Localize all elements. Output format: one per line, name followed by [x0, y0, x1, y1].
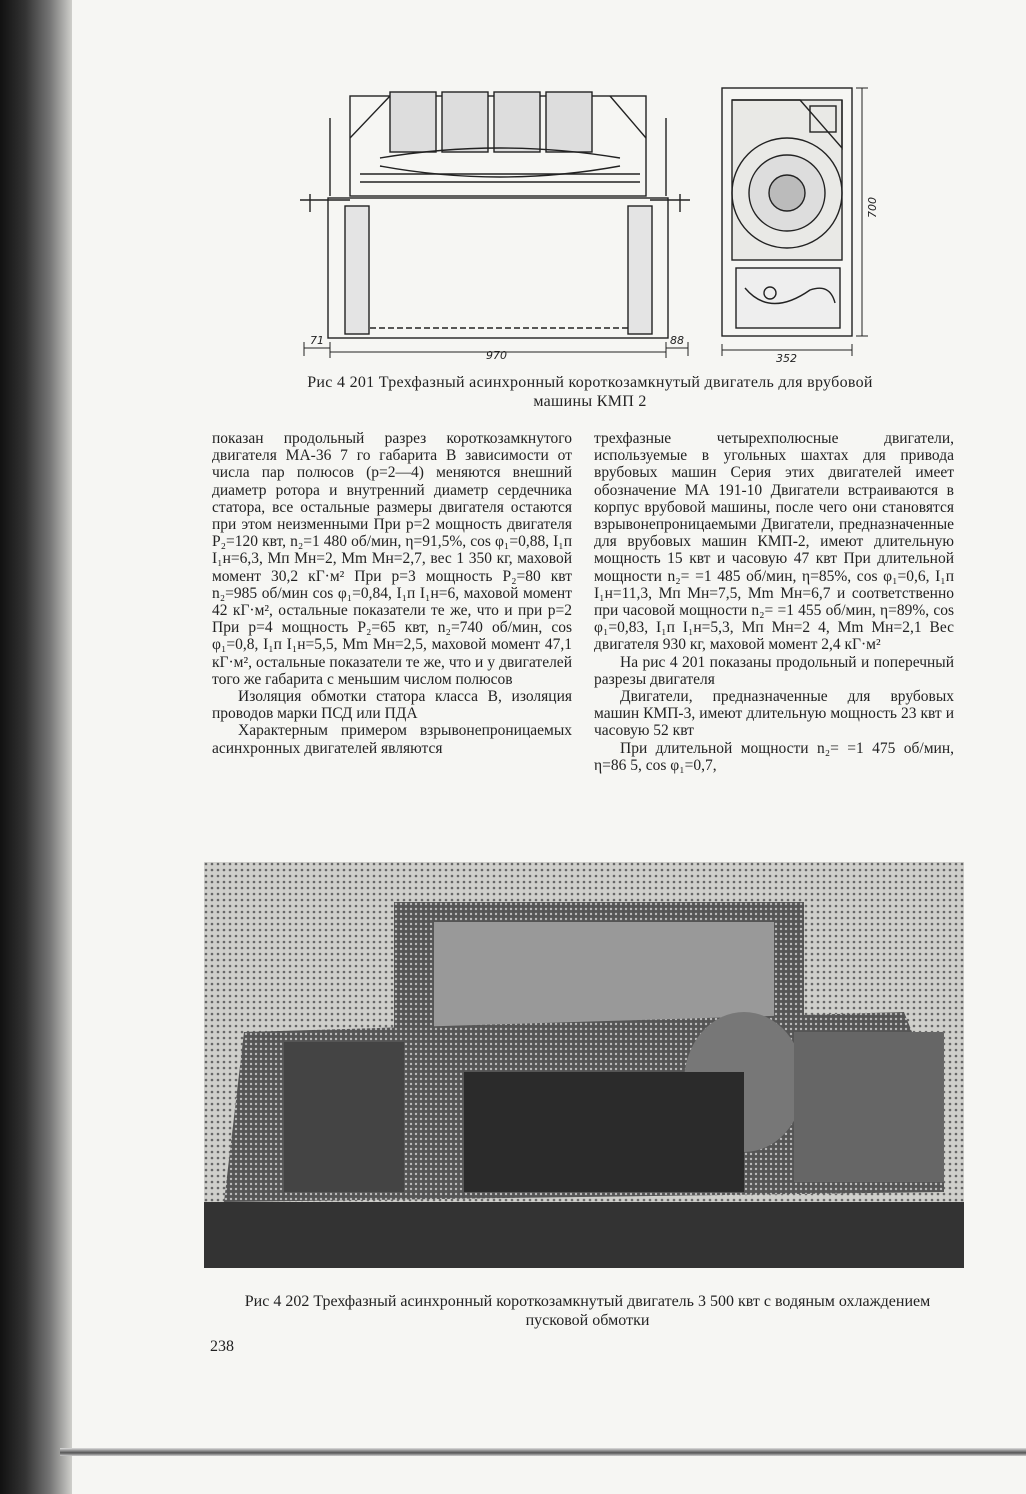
text-column-right	[594, 430, 954, 774]
dim-right-label: 88	[670, 334, 684, 347]
figure-4-201-drawing	[290, 78, 890, 378]
dim-width-label: 352	[776, 352, 797, 365]
figure-4-201-caption: Рис 4 201 Трехфазный асинхронный короткозамкнутый двигатель для врубовой машины КМП 2	[307, 374, 873, 410]
figure-4-202-photo	[204, 862, 964, 1268]
paragraph: показан продольный разрез короткозамкнутого двигателя МА-36 7 го габарита В зависимости от числа пар полюсов (p=2—4) меняются внешний диаметр ротора и внутренний диаметр сердечника статора, все остальные размеры двигателя остаются при этом неизменными При p=2 мощность двигателя P₂=120 квт, n₂=1 480 об/мин, η=91,5%, cos φ₁=0,88, I₁п I₁н=6,3, Mп Mн=2, Mm Mн=2,7, вес 1 350 кг, маховой момент 30,2 кГ·м² При p=3 мощность P₂=80 квт n₂=985 об/мин cos φ₁=0,84, I₁п I₁н=6, маховой момент 42 кГ·м², остальные показатели те же, что и при p=2 При p=4 мощность P₂=65 квт, n₂=740 об/мин, cos φ₁=0,8, I₁п I₁н=5,5, Mm Mн=2,5, маховой момент 47,1 кГ·м², остальные показатели те же, что и у двигателей того же габарита с меньшим числом полюсов	[212, 430, 572, 688]
dim-height-label: 700	[866, 197, 879, 218]
book-binding-shadow	[0, 0, 72, 1494]
dim-left-label: 71	[310, 334, 324, 347]
text-column-left	[212, 430, 572, 757]
page-edge-shadow	[60, 1448, 1026, 1456]
paragraph: Характерным примером взрывонепроницаемых асинхронных двигателей являются	[212, 722, 572, 757]
paragraph: При длительной мощности n₂= =1 475 об/мин, η=86 5, cos φ₁=0,7,	[594, 739, 954, 774]
paragraph: Изоляция обмотки статора класса B, изоляция проводов марки ПСД или ПДА	[212, 688, 572, 723]
page-number: 238	[210, 1338, 234, 1355]
dim-length-label: 970	[486, 349, 507, 362]
figure-4-202-caption: Рис 4 202 Трехфазный асинхронный короткозамкнутый двигатель 3 500 квт с водяным охлаждением пусковой обмотки	[244, 1293, 931, 1329]
paragraph: На рис 4 201 показаны продольный и поперечный разрезы двигателя	[594, 653, 954, 688]
paragraph: трехфазные четырехполюсные двигатели, используемые в угольных шахтах для привода врубовых машин Серия этих двигателей имеет обозначение МА 191-10 Двигатели встраиваются в корпус врубовой машины, после чего они становятся взрывонепроницаемыми Двигатели, предназначенные для врубовых машин КМП-2, имеют длительную мощность 15 квт и часовую 47 квт При длительной мощности n₂= =1 485 об/мин, η=85%, cos φ₁=0,6, I₁п I₁н=11,3, Mп Mн=7,5, Mm Mн=6,7 и соответственно при часовой мощности n₂= =1 455 об/мин, η=89%, cos φ₁=0,83, I₁п I₁н=5,3, Mп Mн=2 4, Mm Mн=2,1 Вес двигателя 930 кг, маховой момент 2,4 кГ·м²	[594, 430, 954, 654]
paragraph: Двигатели, предназначенные для врубовых машин КМП-3, имеют длительную мощность 23 квт и часовую 52 квт	[594, 688, 954, 740]
